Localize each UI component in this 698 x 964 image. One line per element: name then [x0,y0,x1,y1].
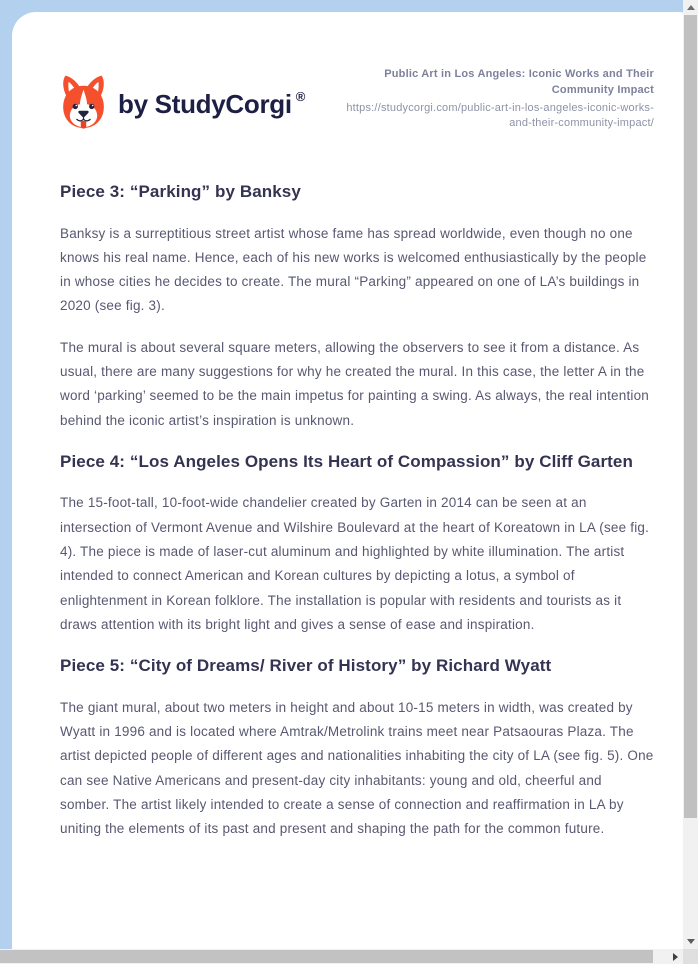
section-heading-piece-3: Piece 3: “Parking” by Banksy [60,182,301,201]
scrollbar-corner [683,949,698,964]
triangle-right-icon [673,953,678,961]
document-card [12,12,683,949]
logo-wordmark [118,89,305,120]
registered-trademark-symbol: ® [295,89,306,105]
paragraph-piece-3-1: Banksy is a surreptitious street artist whose fame has spread worldwide, even though no one knows his real name. Hence, each of his new works is welcomed enthusiastically by the people in whose cities he decides to create. The mural “Parking” appeared on one of LA’s buildings in 2020 (see fig. 3). [60,225,647,314]
corgi-face-icon [60,74,107,135]
document-title: Public Art in Los Angeles: Iconic Works and Their Community Impact [384,68,654,96]
scroll-up-button[interactable] [683,0,698,15]
triangle-up-icon [687,5,695,10]
triangle-down-icon [687,939,695,944]
vertical-scrollbar[interactable] [683,0,698,949]
paragraph-piece-4-1: The 15-foot-tall, 10-foot-wide chandelier created by Garten in 2014 can be seen at an intersection of Vermont Avenue and Wilshire Boulevard at the heart of Koreatown in LA (see fig. 4). The piece is made of laser-cut aluminum and highlighted by white illumination. The artist intended to connect American and Korean cultures by depicting a lotus, a symbol of enlightenment in Korean folklore. The installation is popular with residents and tourists as it draws attention with its bright light and gives a sense of ease and inspiration. [60,495,650,632]
section-heading-piece-4: Piece 4: “Los Angeles Opens Its Heart of Compassion” by Cliff Garten [60,451,633,471]
document-meta [342,66,654,131]
document-url: https://studycorgi.com/public-art-in-los-angeles-iconic-works-and-their-community-impact/ [346,102,654,129]
logo-brand-text: by StudyCorgi [118,89,292,119]
paragraph-piece-3-2: The mural is about several square meters, allowing the observers to see it from a distance. As usual, there are many suggestions for why he created the mural. In this case, the letter A in the word ‘parking’ seemed to be the main impetus for painting a swing. As always, the real intention behind the iconic artist’s inspiration is unknown. [60,339,650,428]
horizontal-scrollbar-thumb[interactable] [0,950,653,963]
section-heading-piece-5: Piece 5: “City of Dreams/ River of History” by Richard Wyatt [60,656,552,676]
scroll-down-button[interactable] [683,934,698,949]
vertical-scrollbar-thumb[interactable] [684,15,697,818]
scroll-right-button[interactable] [668,949,683,964]
document-header [60,68,654,135]
horizontal-scrollbar[interactable] [0,949,683,964]
studycorgi-logo [60,74,305,135]
paragraph-piece-5-1: The giant mural, about two meters in height and about 10-15 meters in width, was created by Wyatt in 1996 and is located where Amtrak/Metrolink trains meet near Patsaouras Plaza. The artist depicted people of different ages and nationalities inhabiting the city of LA (see fig. 5). One can see Native Americans and present-day city inhabitants: young and old, cheerful and somber. The artist likely intended to create a sense of connection and reaffirmation in LA by uniting the elements of its past and present and shaping the path for the common future. [60,699,654,837]
